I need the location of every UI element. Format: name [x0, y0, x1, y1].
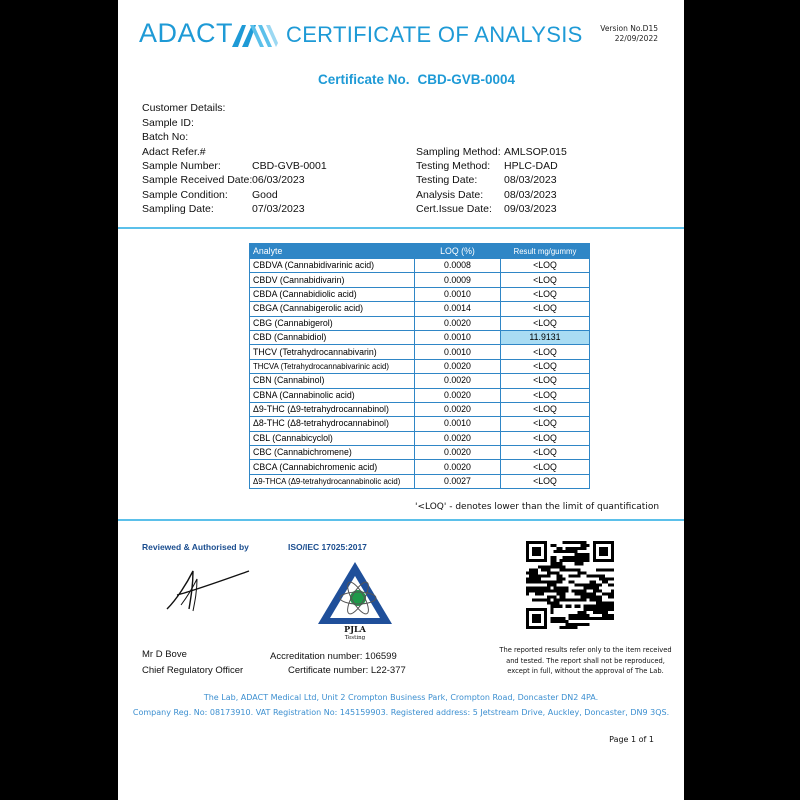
- page-number: Page 1 of 1: [609, 735, 654, 744]
- detail-label: Cert.Issue Date:: [416, 203, 492, 215]
- detail-value: AMLSOP.015: [504, 146, 567, 158]
- analyte-cell: CBCA (Cannabichromenic acid): [250, 460, 415, 474]
- table-row: [250, 345, 590, 359]
- analyte-cell: Δ9-THC (Δ9-tetrahydrocannabinol): [250, 402, 415, 416]
- certificate-number-footer: Certificate number: L22-377: [288, 665, 406, 676]
- detail-label: Customer Details:: [142, 102, 226, 114]
- result-cell: <LOQ: [501, 460, 590, 474]
- column-header-result: Result mg/gummy: [501, 244, 590, 259]
- loq-cell: 0.0020: [415, 388, 501, 402]
- result-cell: 11.9131: [501, 330, 590, 344]
- analyte-cell: THCV (Tetrahydrocannabivarin): [250, 345, 415, 359]
- table-row: [250, 316, 590, 330]
- disclaimer-text: The reported results refer only to the item received and tested. The report shall not be reproduced, except in full, without the approval of The Lab.: [499, 646, 672, 675]
- detail-label: Sample Received Date:: [142, 174, 253, 186]
- table-row: [250, 374, 590, 388]
- table-row: [250, 402, 590, 416]
- adact-logo-icon: [230, 17, 280, 49]
- detail-label: Testing Method:: [416, 160, 491, 172]
- result-cell: <LOQ: [501, 446, 590, 460]
- loq-cell: 0.0020: [415, 374, 501, 388]
- analyte-cell: Δ9-THCA (Δ9-tetrahydrocannabinolic acid): [250, 474, 415, 488]
- signature-image: [163, 565, 253, 615]
- pjla-text: PJLA: [344, 624, 366, 634]
- detail-label: Sampling Method:: [416, 146, 501, 158]
- detail-label: Analysis Date:: [416, 189, 484, 201]
- loq-note: '<LOQ' - denotes lower than the limit of quantification: [415, 502, 660, 512]
- detail-value: 09/03/2023: [504, 203, 557, 215]
- table-row: [250, 388, 590, 402]
- version-date: 22/09/2022: [614, 34, 658, 43]
- result-cell: <LOQ: [501, 345, 590, 359]
- analyte-cell: CBC (Cannabichromene): [250, 446, 415, 460]
- analysis-table: [249, 243, 590, 489]
- company-registration: Company Reg. No: 08173910. VAT Registration No: 145159903. Registered address: 5 Jetstream Drive, Auckley, Doncaster, DN9 3QS.: [132, 708, 670, 717]
- certificate-page: [118, 0, 684, 800]
- lab-address: The Lab, ADACT Medical Ltd, Unit 2 Crompton Business Park, Crompton Road, Doncaster DN2 4PA.: [203, 693, 599, 702]
- table-row: [250, 446, 590, 460]
- result-cell: <LOQ: [501, 474, 590, 488]
- accreditation-number: Accreditation number: 106599: [270, 651, 397, 662]
- detail-label: Testing Date:: [416, 174, 478, 186]
- loq-cell: 0.0020: [415, 460, 501, 474]
- version-info: [600, 24, 658, 44]
- loq-cell: 0.0008: [415, 259, 501, 273]
- loq-cell: 0.0020: [415, 431, 501, 445]
- loq-cell: 0.0020: [415, 446, 501, 460]
- column-header-analyte: Analyte: [250, 244, 415, 259]
- analyte-cell: CBNA (Cannabinolic acid): [250, 388, 415, 402]
- divider: [118, 519, 684, 521]
- certificate-value: CBD-GVB-0004: [417, 72, 516, 87]
- table-header-row: [250, 244, 590, 259]
- table-row: [250, 273, 590, 287]
- result-cell: <LOQ: [501, 273, 590, 287]
- loq-cell: 0.0010: [415, 417, 501, 431]
- analyte-cell: CBL (Cannabicyclol): [250, 431, 415, 445]
- analyte-cell: CBD (Cannabidiol): [250, 330, 415, 344]
- analyte-cell: CBG (Cannabigerol): [250, 316, 415, 330]
- loq-cell: 0.0010: [415, 287, 501, 301]
- result-cell: <LOQ: [501, 431, 590, 445]
- detail-value: 06/03/2023: [252, 174, 305, 186]
- column-header-loq: LOQ (%): [415, 244, 501, 259]
- detail-value: Good: [252, 189, 278, 201]
- detail-value: 08/03/2023: [504, 174, 557, 186]
- brand-name: ADACT: [139, 18, 234, 48]
- result-cell: <LOQ: [501, 417, 590, 431]
- loq-cell: 0.0010: [415, 345, 501, 359]
- table-row: [250, 302, 590, 316]
- table-row: [250, 474, 590, 488]
- reviewed-label: Reviewed & Authorised by: [142, 542, 249, 552]
- pjla-subtext: Testing: [344, 635, 366, 640]
- loq-cell: 0.0020: [415, 316, 501, 330]
- pjla-logo-icon: [314, 558, 396, 640]
- table-row: [250, 287, 590, 301]
- certificate-number: [318, 72, 515, 87]
- analyte-cell: Δ8-THC (Δ8-tetrahydrocannabinol): [250, 417, 415, 431]
- table-row: [250, 460, 590, 474]
- detail-value: 07/03/2023: [252, 203, 305, 215]
- qr-code-icon: [526, 541, 614, 629]
- table-row: [250, 359, 590, 373]
- detail-value: CBD-GVB-0001: [252, 160, 327, 172]
- detail-label: Sampling Date:: [142, 203, 214, 215]
- result-cell: <LOQ: [501, 259, 590, 273]
- result-cell: <LOQ: [501, 302, 590, 316]
- result-cell: <LOQ: [501, 359, 590, 373]
- loq-cell: 0.0020: [415, 359, 501, 373]
- analyte-cell: CBDVA (Cannabidivarinic acid): [250, 259, 415, 273]
- detail-label: Adact Refer.#: [142, 146, 206, 158]
- signer-name: Mr D Bove: [142, 649, 187, 660]
- result-cell: <LOQ: [501, 316, 590, 330]
- analyte-cell: CBDA (Cannabidiolic acid): [250, 287, 415, 301]
- loq-cell: 0.0020: [415, 402, 501, 416]
- detail-label: Sample ID:: [142, 117, 194, 129]
- certificate-label: Certificate No.: [318, 72, 410, 87]
- result-cell: <LOQ: [501, 388, 590, 402]
- analyte-cell: CBGA (Cannabigerolic acid): [250, 302, 415, 316]
- loq-cell: 0.0014: [415, 302, 501, 316]
- document-title: CERTIFICATE OF ANALYSIS: [286, 22, 583, 47]
- analyte-cell: THCVA (Tetrahydrocannabivarinic acid): [250, 359, 415, 373]
- loq-cell: 0.0009: [415, 273, 501, 287]
- loq-cell: 0.0027: [415, 474, 501, 488]
- detail-label: Batch No:: [142, 131, 189, 143]
- detail-value: 08/03/2023: [504, 189, 557, 201]
- result-cell: <LOQ: [501, 287, 590, 301]
- analyte-cell: CBN (Cannabinol): [250, 374, 415, 388]
- iso-label: ISO/IEC 17025:2017: [288, 542, 367, 552]
- loq-cell: 0.0010: [415, 330, 501, 344]
- divider: [118, 227, 684, 229]
- result-cell: <LOQ: [501, 374, 590, 388]
- table-row: [250, 431, 590, 445]
- table-row: [250, 330, 590, 344]
- detail-label: Sample Number:: [142, 160, 221, 172]
- detail-label: Sample Condition:: [142, 189, 228, 201]
- version-number: Version No.D15: [600, 24, 658, 33]
- detail-value: HPLC-DAD: [504, 160, 558, 172]
- result-cell: <LOQ: [501, 402, 590, 416]
- table-row: [250, 417, 590, 431]
- signer-role: Chief Regulatory Officer: [142, 665, 244, 676]
- table-row: [250, 259, 590, 273]
- analyte-cell: CBDV (Cannabidivarin): [250, 273, 415, 287]
